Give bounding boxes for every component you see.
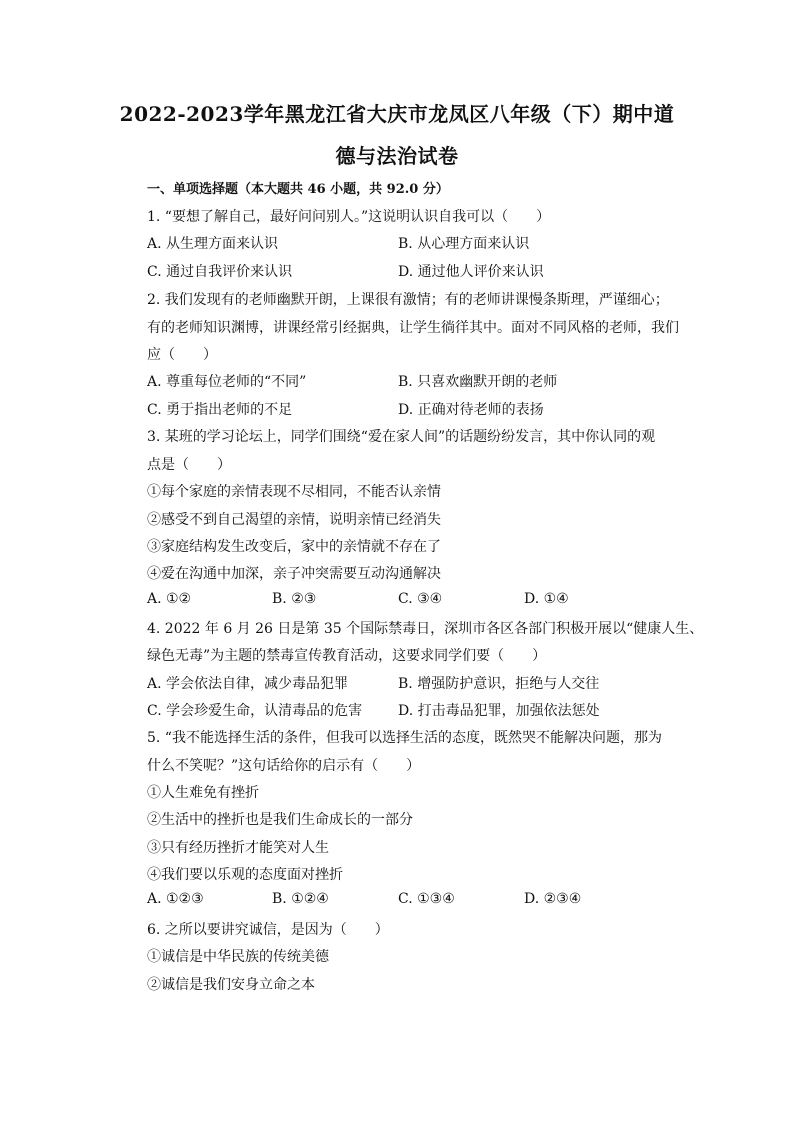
question-2-option-a: A. 尊重每位老师的“不同” (147, 374, 307, 390)
question-3-item-2: ②感受不到自己渴望的亲情，说明亲情已经消失 (147, 512, 441, 528)
page-title-line-2: 德与法治试卷 (335, 144, 459, 168)
question-5-option-a: A. ①②③ (147, 891, 204, 907)
question-1-stem: 1. “要想了解自己，最好问问别人。”这说明认识自我可以（ ） (147, 209, 551, 225)
question-1-option-b: B. 从心理方面来认识 (398, 236, 530, 252)
question-5-stem-line-1: 5. “我不能选择生活的条件，但我可以选择生活的态度，既然哭不能解决问题，那为 (147, 730, 662, 746)
question-5-item-2: ②生活中的挫折也是我们生命成长的一部分 (147, 812, 413, 828)
question-1-option-c: C. 通过自我评价来认识 (147, 264, 293, 280)
question-3-option-a: A. ①② (147, 591, 192, 607)
question-5-item-4: ④我们要以乐观的态度面对挫折 (147, 867, 343, 883)
question-4-option-b: B. 增强防护意识，拒绝与人交往 (398, 676, 600, 692)
question-5-option-b: B. ①②④ (272, 891, 329, 907)
question-3-option-b: B. ②③ (272, 591, 317, 607)
question-2-option-b: B. 只喜欢幽默开朗的老师 (398, 374, 558, 390)
question-4-option-c: C. 学会珍爱生命，认清毒品的危害 (147, 703, 363, 719)
question-2-option-c: C. 勇于指出老师的不足 (147, 402, 293, 418)
question-5-stem-line-2: 什么不笑呢？”这句话给你的启示有（ ） (147, 758, 421, 774)
question-1-option-a: A. 从生理方面来认识 (147, 236, 279, 252)
question-5-item-3: ③只有经历挫折才能笑对人生 (147, 840, 329, 856)
question-3-item-1: ①每个家庭的亲情表现不尽相同，不能否认亲情 (147, 484, 441, 500)
question-6-item-2: ②诚信是我们安身立命之本 (147, 977, 315, 993)
question-4-option-d: D. 打击毒品犯罪，加强依法惩处 (398, 703, 600, 719)
question-3-option-c: C. ③④ (398, 591, 443, 607)
question-3-stem-line-1: 3. 某班的学习论坛上，同学们围绕“爱在家人间”的话题纷纷发言，其中你认同的观 (147, 429, 656, 445)
question-2-stem-line-3: 应（ ） (147, 347, 217, 363)
question-2-stem-line-1: 2. 我们发现有的老师幽默开朗，上课很有激情；有的老师讲课慢条斯理，严谨细心； (147, 292, 669, 308)
question-4-option-a: A. 学会依法自律，减少毒品犯罪 (147, 676, 349, 692)
question-3-item-4: ④爱在沟通中加深，亲子冲突需要互动沟通解决 (147, 566, 441, 582)
question-3-stem-line-2: 点是（ ） (147, 457, 231, 473)
question-2-stem-line-2: 有的老师知识渊博，讲课经常引经据典，让学生徜徉其中。面对不同风格的老师，我们 (147, 320, 679, 336)
question-6-item-1: ①诚信是中华民族的传统美德 (147, 949, 329, 965)
question-5-option-c: C. ①③④ (398, 891, 455, 907)
page-title-line-1: 2022-2023学年黑龙江省大庆市龙凤区八年级（下）期中道 (119, 102, 675, 126)
question-4-stem-line-2: 绿色无毒”为主题的禁毒宣传教育活动，这要求同学们要（ ） (147, 648, 547, 664)
question-2-option-d: D. 正确对待老师的表扬 (398, 402, 544, 418)
question-1-option-d: D. 通过他人评价来认识 (398, 264, 544, 280)
question-6-stem: 6. 之所以要讲究诚信，是因为（ ） (147, 922, 389, 938)
question-5-option-d: D. ②③④ (524, 891, 582, 907)
question-4-stem-line-1: 4. 2022 年 6 月 26 日是第 35 个国际禁毒日，深圳市各区各部门积极开展以“健康人生、 (147, 621, 704, 637)
section-heading: 一、单项选择题（本大题共 46 小题，共 92.0 分） (147, 182, 449, 197)
question-3-item-3: ③家庭结构发生改变后，家中的亲情就不存在了 (147, 539, 441, 555)
question-5-item-1: ①人生难免有挫折 (147, 785, 259, 801)
question-3-option-d: D. ①④ (524, 591, 569, 607)
